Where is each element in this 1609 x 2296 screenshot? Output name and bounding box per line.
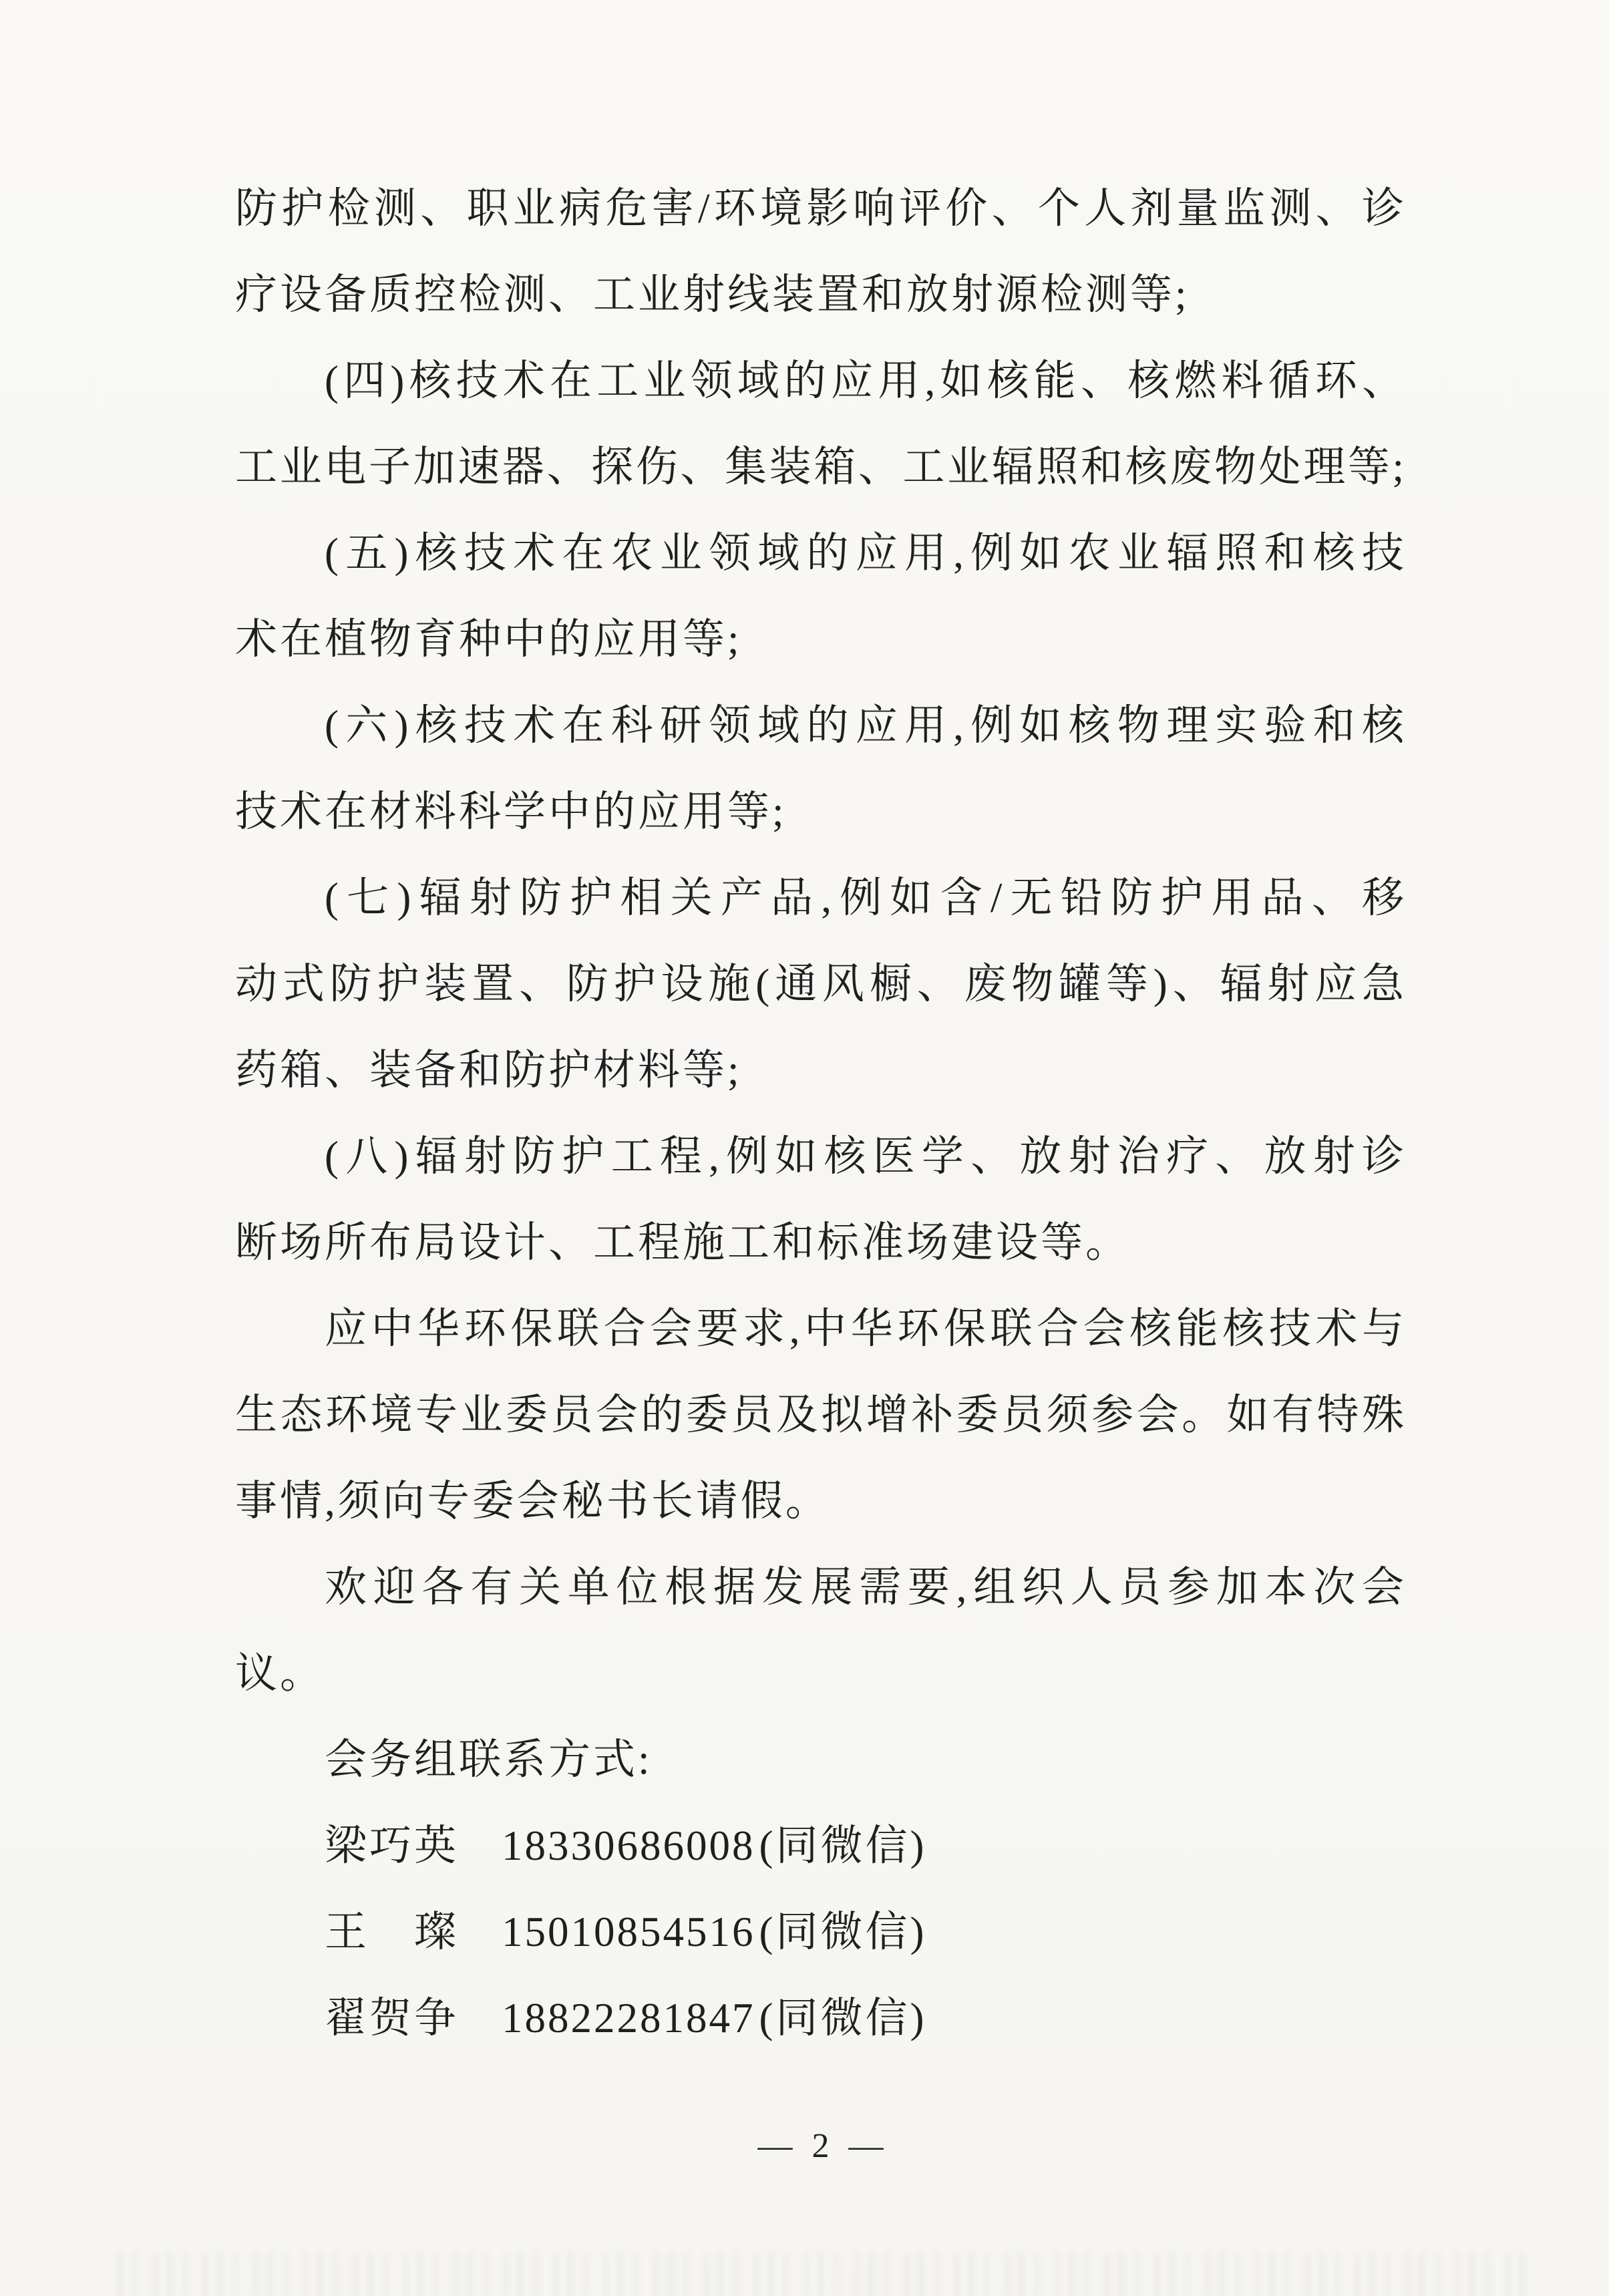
contact-wechat-note: (同微信) — [759, 1909, 927, 1955]
text-line: (八)辐射防护工程,例如核医学、放射治疗、放射诊 — [325, 1133, 1404, 1180]
text-line: 术在植物育种中的应用等; — [235, 616, 742, 663]
contact-phone: 18330686008 — [502, 1822, 755, 1869]
contact-name: 王 璨 — [325, 1909, 459, 1955]
text-line: 事情,须向专委会秘书长请假。 — [235, 1478, 830, 1524]
contact-row — [235, 1803, 1404, 1889]
text-line: (六)核技术在科研领域的应用,例如核物理实验和核 — [325, 702, 1404, 749]
contact-row — [235, 1975, 1404, 2062]
text-line: 工业电子加速器、探伤、集装箱、工业辐照和核废物处理等; — [235, 444, 1404, 490]
contact-row — [235, 1889, 1404, 1975]
page-footer — [19, 2123, 1609, 2170]
contact-name: 翟贺争 — [325, 1995, 459, 2041]
document-text — [235, 166, 1404, 2062]
text-line: 技术在材料科学中的应用等; — [235, 788, 787, 835]
text-line: 会务组联系方式: — [325, 1736, 653, 1783]
text-line: 欢迎各有关单位根据发展需要,组织人员参加本次会 — [325, 1564, 1404, 1611]
text-line: 防护检测、职业病危害/环境影响评价、个人剂量监测、诊 — [235, 185, 1404, 232]
text-line: 应中华环保联合会要求,中华环保联合会核能核技术与 — [325, 1305, 1404, 1352]
text-line: 药箱、装备和防护材料等; — [235, 1047, 742, 1094]
text-line: 议。 — [235, 1650, 325, 1697]
text-line: 断场所布局设计、工程施工和标准场建设等。 — [235, 1219, 1130, 1266]
contact-phone: 18822281847 — [502, 1995, 755, 2041]
contact-phone: 15010854516 — [502, 1909, 755, 1955]
text-line: 动式防护装置、防护设施(通风橱、废物罐等)、辐射应急 — [235, 961, 1404, 1007]
page-number: — 2 — — [757, 2127, 889, 2165]
text-line: (七)辐射防护相关产品,例如含/无铅防护用品、移 — [325, 874, 1404, 921]
contact-wechat-note: (同微信) — [759, 1822, 927, 1869]
text-line: (四)核技术在工业领域的应用,如核能、核燃料循环、 — [325, 357, 1404, 404]
contact-name: 梁巧英 — [325, 1822, 459, 1869]
contact-wechat-note: (同微信) — [759, 1995, 927, 2041]
text-line: (五)核技术在农业领域的应用,例如农业辐照和核技 — [325, 530, 1404, 577]
text-line: 疗设备质控检测、工业射线装置和放射源检测等; — [235, 271, 1190, 318]
scan-bleedthrough-artifact — [107, 2252, 1529, 2296]
text-line: 生态环境专业委员会的委员及拟增补委员须参会。如有特殊 — [235, 1391, 1404, 1438]
